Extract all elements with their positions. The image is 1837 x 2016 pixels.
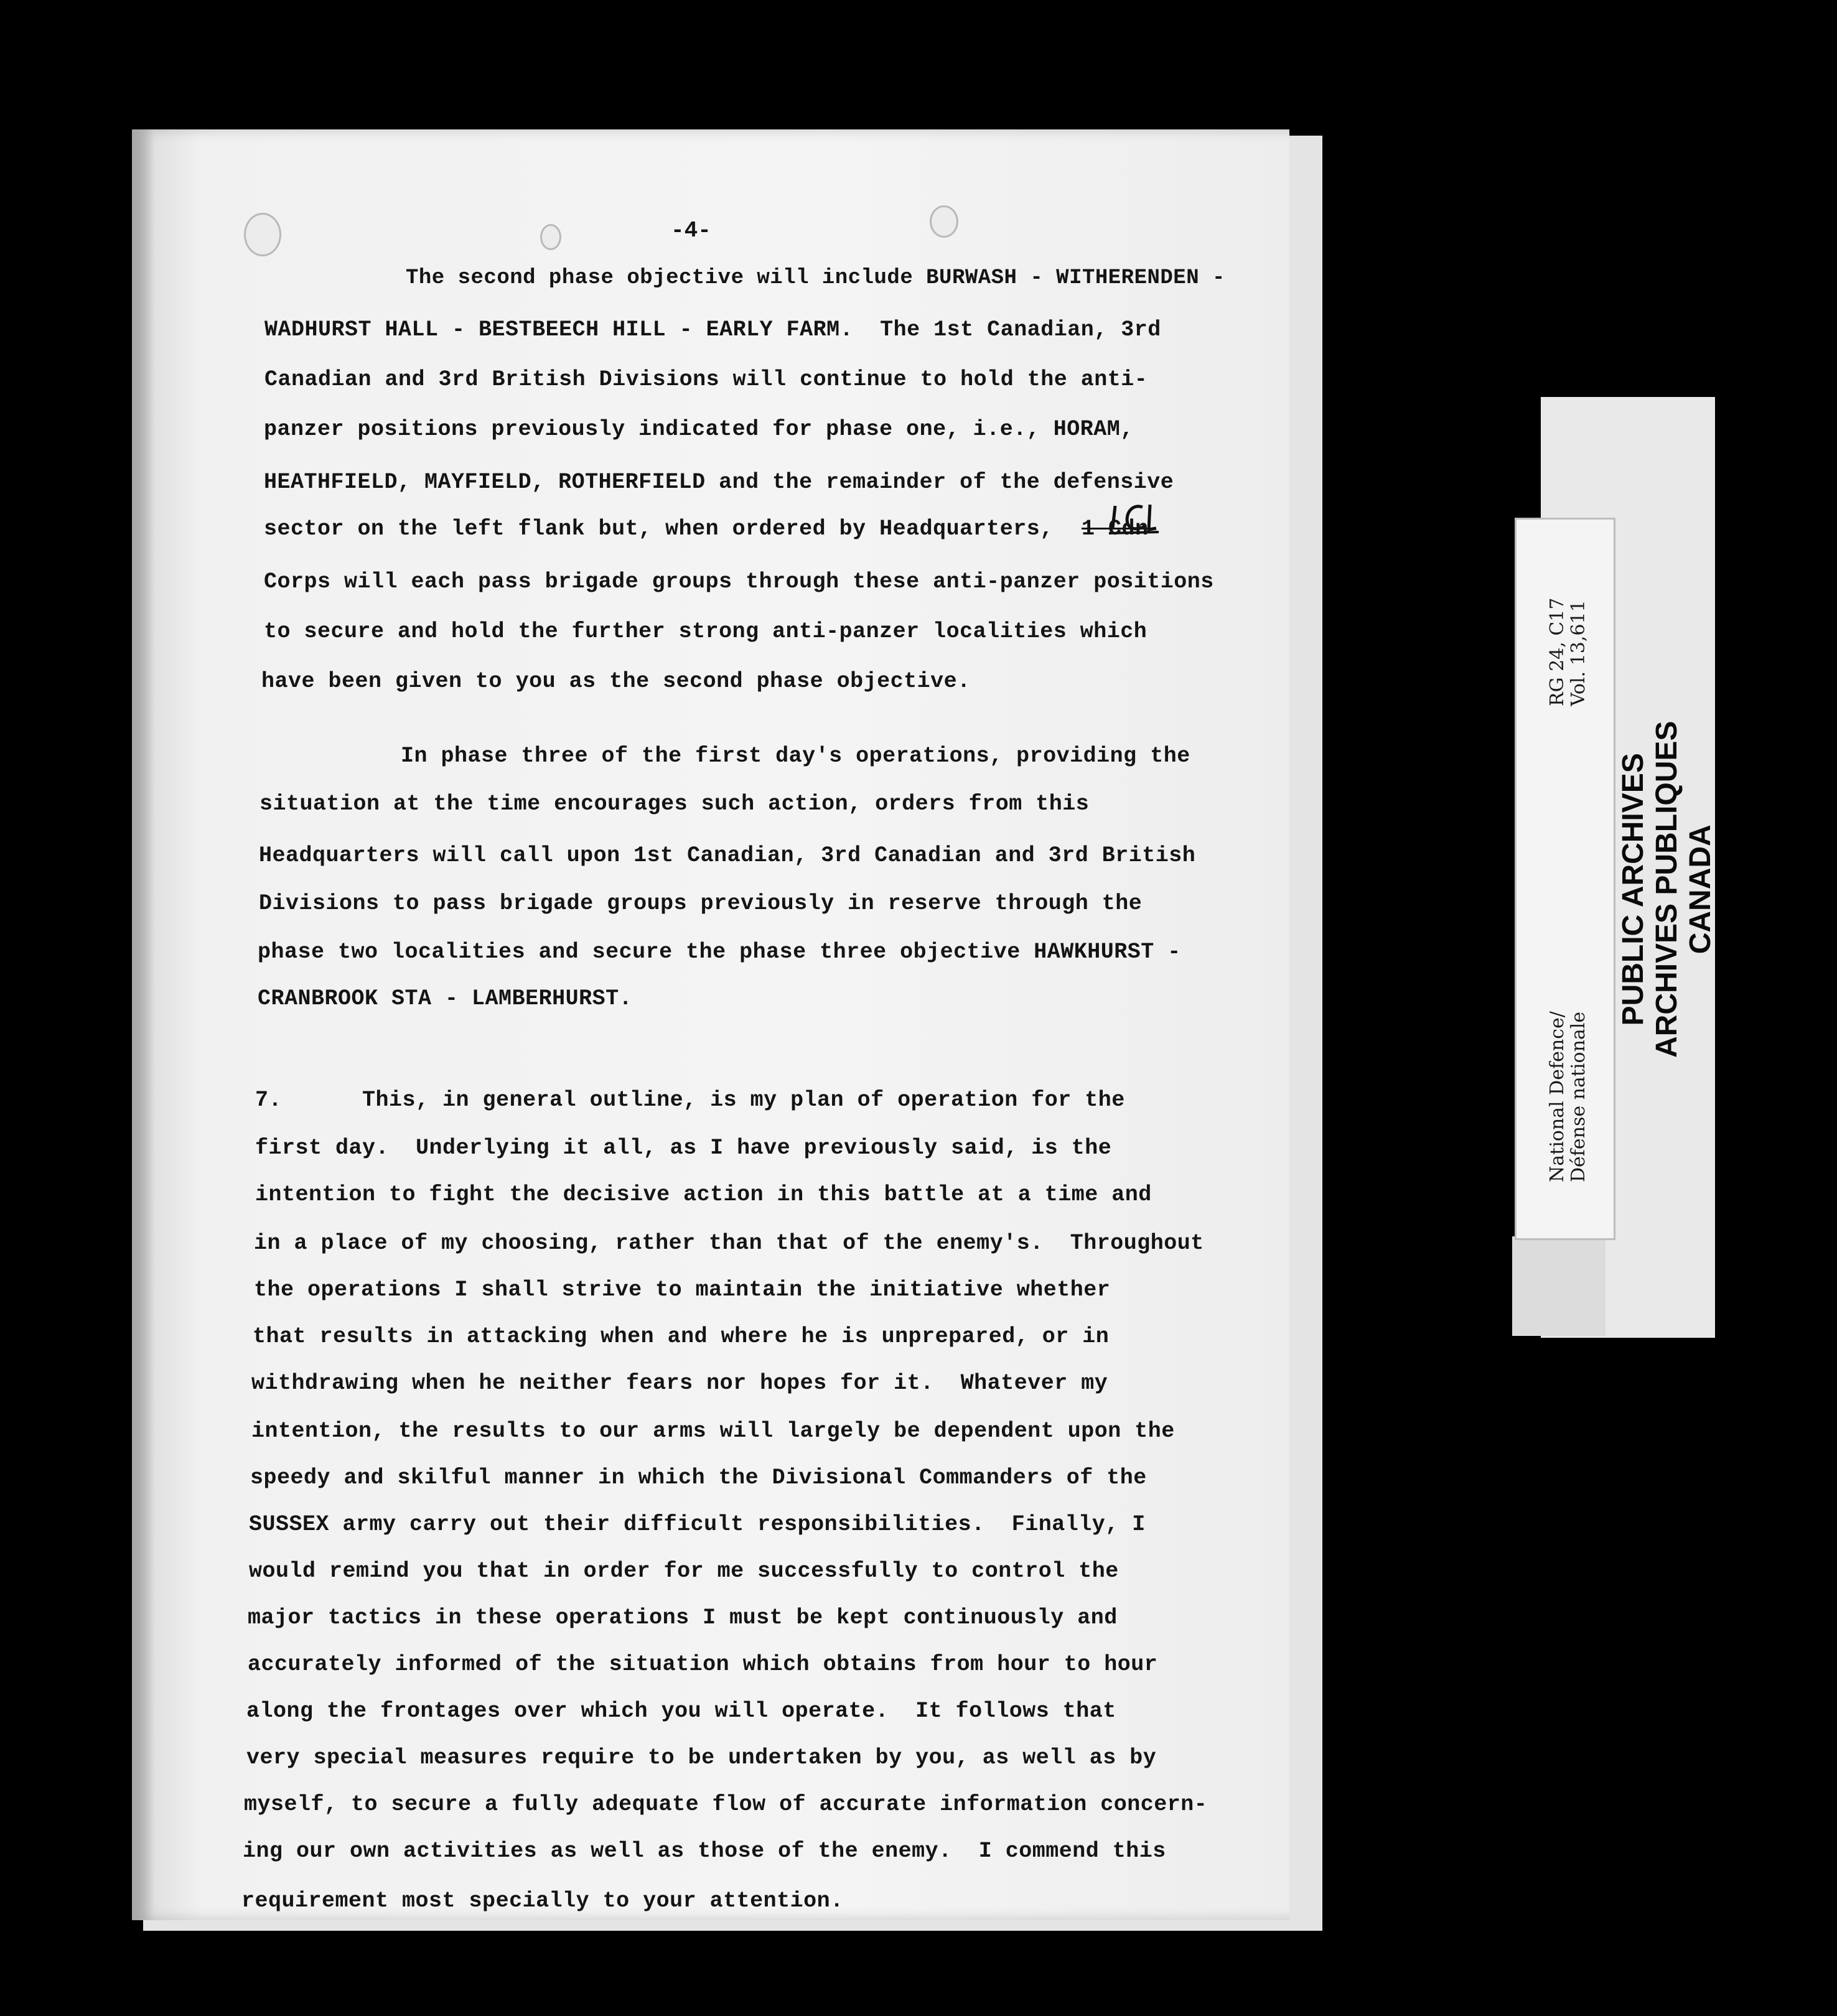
text-line: in a place of my choosing, rather than that of the enemy's. Throughout [254,1231,1204,1256]
punch-hole-right [930,205,958,238]
public-archives-title [1617,721,1718,1058]
text-line: very special measures require to be undertaken by you, as well as by [246,1745,1157,1770]
archive-reference-line: Vol. 13,611 [1568,600,1589,706]
text-line: panzer positions previously indicated for phase one, i.e., HORAM, [264,417,1134,442]
text-line: phase two localities and secure the phase three objective HAWKHURST - [258,940,1181,964]
page-number: -4- [671,218,711,243]
text-line: Headquarters will call upon 1st Canadian, 3rd Canadian and 3rd British [259,843,1196,868]
archive-title-line: PUBLIC ARCHIVES [1617,753,1650,1026]
text-line: Divisions to pass brigade groups previously in reserve through the [259,891,1143,916]
punch-hole-left [244,213,281,256]
text-line: Corps will each pass brigade groups through these anti-panzer positions [264,569,1214,594]
text-line: intention, the results to our arms will largely be dependent upon the [251,1419,1175,1444]
text-line: major tactics in these operations I must be kept continuously and [248,1605,1118,1630]
department-line: National Defence/ [1546,1011,1568,1182]
text-line: situation at the time encourages such action, orders from this [259,791,1090,816]
archive-title-line: CANADA [1684,824,1717,954]
department-line: Défense nationale [1568,1011,1589,1182]
text-line: along the frontages over which you will operate. It follows that [246,1699,1116,1724]
text-line: myself, to secure a fully adequate flow of accurate information concern- [244,1792,1208,1817]
text-line: have been given to you as the second phase objective. [261,669,971,694]
text-line: ing our own activities as well as those of the enemy. I commend this [243,1839,1166,1864]
text-line: the operations I shall strive to maintain the initiative whether [254,1277,1111,1302]
punch-hole-middle [540,224,561,250]
text-line: WADHURST HALL - BESTBEECH HILL - EARLY FARM. The 1st Canadian, 3rd [264,317,1161,342]
text-line: sector on the left flank but, when ordered by Headquarters, [264,516,1054,541]
text-line: first day. Underlying it all, as I have previously said, is the [255,1136,1112,1160]
archive-title-line: ARCHIVES PUBLIQUES [1650,721,1683,1058]
department-label [1547,1011,1589,1182]
archive-reference-line: RG 24, C17 [1546,597,1568,706]
text-line: accurately informed of the situation which obtains from hour to hour [248,1652,1158,1677]
text-line: The second phase objective will include BURWASH - WITHERENDEN - [406,266,1225,290]
text-line: speedy and skilful manner in which the Divisional Commanders of the [250,1465,1147,1490]
text-line: that results in attacking when and where he is unprepared, or in [253,1324,1110,1349]
text-line: Canadian and 3rd British Divisions will continue to hold the anti- [264,367,1148,392]
archive-reference [1547,598,1589,706]
text-line: withdrawing when he neither fears nor hopes for it. Whatever my [251,1371,1108,1396]
page-shadow-edge [132,129,154,1920]
text-line: 7. This, in general outline, is my plan of operation for the [255,1088,1125,1113]
strikeout-text: 1 Cdn [1082,516,1149,541]
archive-label-strip [1512,1236,1606,1336]
text-line: SUSSEX army carry out their difficult responsibilities. Finally, I [249,1512,1146,1537]
text-line: to secure and hold the further strong anti-panzer localities which [264,619,1148,644]
text-line: In phase three of the first day's operations, providing the [401,744,1190,768]
text-line: HEATHFIELD, MAYFIELD, ROTHERFIELD and the remainder of the defensive [264,470,1174,495]
text-line: intention to fight the decisive action in this battle at a time and [255,1182,1152,1207]
text-line: would remind you that in order for me successfully to control the [249,1559,1119,1584]
text-line: requirement most specially to your attention. [241,1888,844,1913]
text-line: CRANBROOK STA - LAMBERHURST. [258,986,633,1011]
